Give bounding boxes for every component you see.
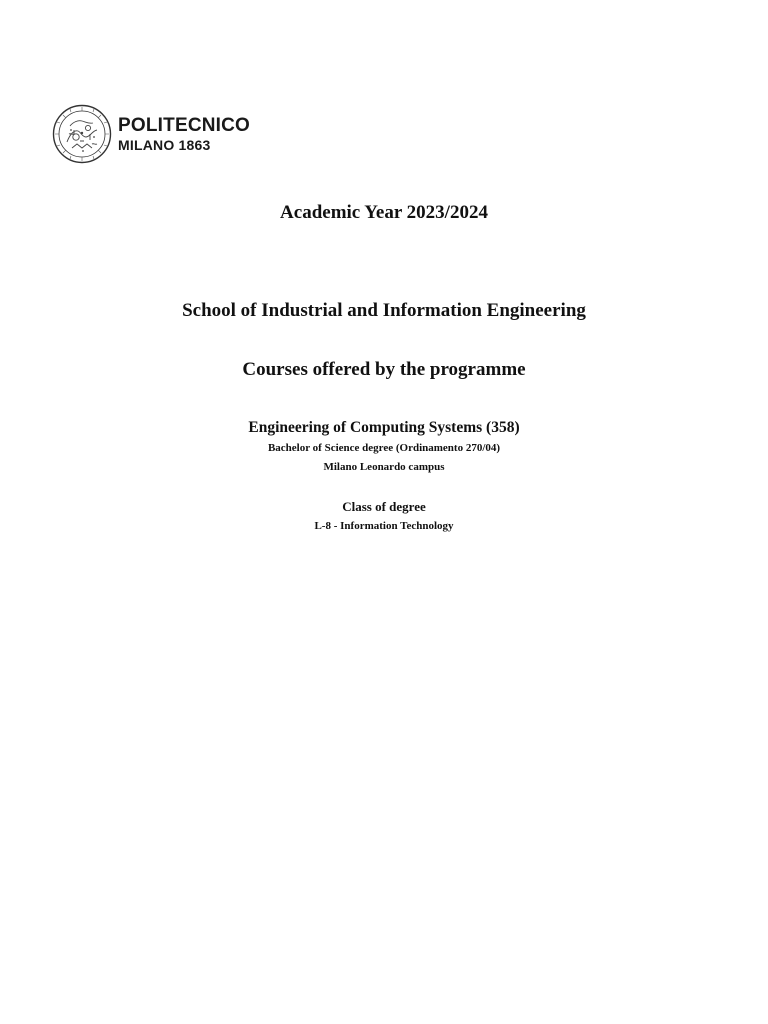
university-wordmark: [118, 116, 250, 152]
programme-name: Engineering of Computing Systems (358): [248, 419, 520, 436]
class-of-degree-value: L-8 - Information Technology: [314, 520, 454, 532]
campus-name: Milano Leonardo campus: [323, 461, 445, 473]
academic-year-heading: Academic Year 2023/2024: [280, 202, 488, 223]
degree-type: Bachelor of Science degree (Ordinamento 270/04): [267, 442, 501, 454]
university-seal-icon: [52, 104, 112, 164]
university-logo: [52, 104, 250, 164]
university-name: POLITECNICO: [118, 115, 251, 136]
university-city-year: MILANO 1863: [118, 137, 211, 153]
school-heading: School of Industrial and Information Engineering: [182, 300, 586, 321]
courses-title: Courses offered by the programme: [242, 359, 526, 380]
class-of-degree-label: Class of degree: [342, 499, 426, 514]
